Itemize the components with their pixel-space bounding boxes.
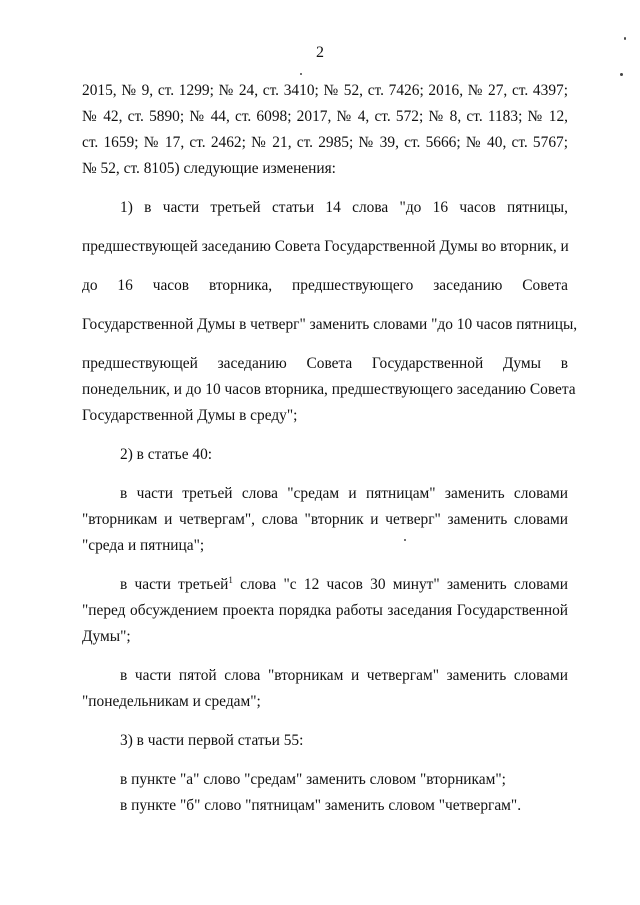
text-line: 2) в статье 40:: [120, 446, 213, 463]
text-line: "понедельникам и средам";: [82, 693, 261, 710]
text-line: до 16 часов вторника, предшествующего заседанию Совета: [82, 277, 568, 294]
text-fragment: в части третьей: [120, 576, 229, 593]
text-fragment: слова "с 12 часов 30 минут" заменить словами: [240, 576, 568, 593]
page-number: 2: [316, 44, 324, 61]
text-line: 2015, № 9, ст. 1299; № 24, ст. 3410; № 52, ст. 7426; 2016, № 27, ст. 4397;: [82, 82, 568, 99]
text-line: № 42, ст. 5890; № 44, ст. 6098; 2017, № 4, ст. 572; № 8, ст. 1183; № 12,: [82, 108, 568, 125]
text-line: в части пятой слова "вторникам и четвергам" заменить словами: [120, 667, 568, 684]
text-line: предшествующей заседанию Совета Государственной Думы в: [82, 355, 568, 372]
text-line: ст. 1659; № 17, ст. 2462; № 21, ст. 2985; № 39, ст. 5666; № 40, ст. 5767;: [82, 134, 568, 151]
document-body: [82, 78, 578, 819]
text-line: 1) в части третьей статьи 14 слова "до 16 часов пятницы,: [120, 199, 568, 216]
text-line: в пункте "а" слово "средам" заменить словом "вторникам";: [120, 771, 506, 788]
text-line: предшествующей заседанию Совета Государственной Думы во вторник, и: [82, 238, 569, 255]
footnote-superscript: 1: [228, 575, 233, 585]
text-line: № 52, ст. 8105) следующие изменения:: [82, 160, 336, 177]
text-line: в части третьей слова "средам и пятницам" заменить словами: [120, 485, 568, 502]
text-line: в пункте "б" слово "пятницам" заменить словом "четвергам".: [120, 797, 522, 814]
text-line: 3) в части первой статьи 55:: [120, 732, 304, 749]
text-line: "вторникам и четвергам", слова "вторник и четверг" заменить словами: [82, 511, 568, 528]
text-line: "среда и пятница";: [82, 537, 205, 554]
text-line: Государственной Думы в четверг" заменить словами "до 10 часов пятницы,: [82, 316, 578, 333]
text-line: [82, 572, 568, 598]
text-line: Думы";: [82, 628, 131, 645]
text-line: "перед обсуждением проекта порядка работы заседания Государственной: [82, 602, 568, 619]
text-line: понедельник, и до 10 часов вторника, предшествующего заседанию Совета: [82, 381, 576, 398]
text-line: Государственной Думы в среду";: [82, 407, 298, 424]
